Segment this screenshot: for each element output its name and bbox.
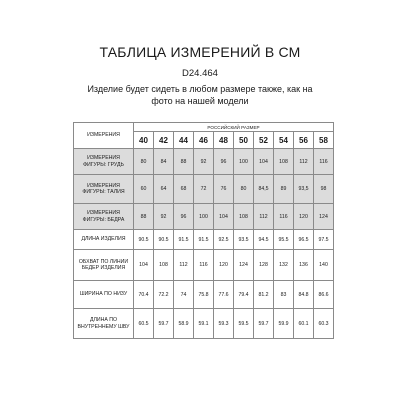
measurement-value: 79.4 (234, 281, 254, 309)
measurement-value: 116 (274, 204, 294, 230)
measurement-value: 120 (214, 250, 234, 281)
measurement-label: ДЛИНА ИЗДЕЛИЯ (74, 230, 134, 250)
measurement-value: 124 (234, 250, 254, 281)
measurement-value: 72.2 (154, 281, 174, 309)
measurement-value: 58.9 (174, 309, 194, 339)
measurement-value: 112 (294, 149, 314, 175)
measurement-value: 98 (314, 175, 334, 204)
measurement-value: 90.5 (134, 230, 154, 250)
measurement-value: 91.5 (174, 230, 194, 250)
measurement-row (74, 149, 334, 175)
measurement-value: 112 (254, 204, 274, 230)
size-header-cell: 54 (274, 132, 294, 149)
measurement-value: 60.1 (294, 309, 314, 339)
measurement-label: ИЗМЕРЕНИЯ ФИГУРЫ: ГРУДЬ (74, 149, 134, 175)
size-header-cell: 40 (134, 132, 154, 149)
measurement-value: 132 (274, 250, 294, 281)
measurement-value: 59.3 (214, 309, 234, 339)
measurement-value: 104 (254, 149, 274, 175)
measurement-value: 59.5 (234, 309, 254, 339)
measurement-label: ДЛИНА ПО ВНУТРЕННЕМУ ШВУ (74, 309, 134, 339)
measurement-value: 75.8 (194, 281, 214, 309)
measurement-value: 128 (254, 250, 274, 281)
measurement-value: 88 (134, 204, 154, 230)
measurement-label: ИЗМЕРЕНИЯ ФИГУРЫ: БЕДРА (74, 204, 134, 230)
measurement-row (74, 309, 334, 339)
measurement-value: 84,5 (254, 175, 274, 204)
measurement-row (74, 204, 334, 230)
size-header-cell: 52 (254, 132, 274, 149)
measurement-value: 80 (234, 175, 254, 204)
measurement-value: 76 (214, 175, 234, 204)
measurement-value: 96.5 (294, 230, 314, 250)
measurement-value: 59.9 (274, 309, 294, 339)
measurement-value: 60.3 (314, 309, 334, 339)
measurement-value: 84.8 (294, 281, 314, 309)
measurement-value: 96 (214, 149, 234, 175)
measurement-value: 92.5 (214, 230, 234, 250)
measurement-value: 84 (154, 149, 174, 175)
measurement-value: 74 (174, 281, 194, 309)
measurement-value: 60 (134, 175, 154, 204)
measurement-value: 104 (134, 250, 154, 281)
size-header-cell: 48 (214, 132, 234, 149)
measurement-row (74, 250, 334, 281)
measurement-value: 91.5 (194, 230, 214, 250)
measurement-value: 97.5 (314, 230, 334, 250)
measurement-value: 95.5 (274, 230, 294, 250)
measurement-label: ШИРИНА ПО НИЗУ (74, 281, 134, 309)
size-header-cell: 46 (194, 132, 214, 149)
measurement-label: ИЗМЕРЕНИЯ ФИГУРЫ: ТАЛИЯ (74, 175, 134, 204)
measurement-value: 136 (294, 250, 314, 281)
size-header-cell: 56 (294, 132, 314, 149)
measurement-value: 100 (234, 149, 254, 175)
measurement-value: 89 (274, 175, 294, 204)
measurement-value: 64 (154, 175, 174, 204)
measurement-value: 108 (234, 204, 254, 230)
measurement-row (74, 230, 334, 250)
measurement-value: 108 (154, 250, 174, 281)
page-title: ТАБЛИЦА ИЗМЕРЕНИЙ В СМ (99, 44, 301, 60)
measurement-value: 93.5 (234, 230, 254, 250)
measurement-value: 81.2 (254, 281, 274, 309)
measurement-value: 70.4 (134, 281, 154, 309)
measurement-value: 93,5 (294, 175, 314, 204)
measurement-value: 94.5 (254, 230, 274, 250)
measurement-value: 124 (314, 204, 334, 230)
measurement-value: 116 (194, 250, 214, 281)
measurement-label: ОБХВАТ ПО ЛИНИИ БЕДЕР ИЗДЕЛИЯ (74, 250, 134, 281)
measurement-value: 92 (154, 204, 174, 230)
measurement-value: 77.6 (214, 281, 234, 309)
measurement-value: 88 (174, 149, 194, 175)
measurement-value: 90.5 (154, 230, 174, 250)
measurement-row (74, 175, 334, 204)
measurement-value: 96 (174, 204, 194, 230)
size-header-cell: 42 (154, 132, 174, 149)
measurement-value: 104 (214, 204, 234, 230)
measurement-value: 112 (174, 250, 194, 281)
measurement-value: 116 (314, 149, 334, 175)
measurement-row (74, 281, 334, 309)
measurement-value: 92 (194, 149, 214, 175)
size-table (73, 122, 334, 339)
measurement-value: 83 (274, 281, 294, 309)
size-header-cell: 50 (234, 132, 254, 149)
measurement-value: 86.6 (314, 281, 334, 309)
size-group-label: РОССИЙСКИЙ РАЗМЕР (134, 123, 334, 132)
measurement-value: 59.1 (194, 309, 214, 339)
measurement-value: 108 (274, 149, 294, 175)
measurement-value: 72 (194, 175, 214, 204)
measurement-value: 140 (314, 250, 334, 281)
measurement-value: 100 (194, 204, 214, 230)
size-header-cell: 58 (314, 132, 334, 149)
measurement-value: 60.5 (134, 309, 154, 339)
measurement-value: 59.7 (254, 309, 274, 339)
measurement-value: 59.7 (154, 309, 174, 339)
article-code: D24.464 (182, 68, 218, 79)
size-header-cell: 44 (174, 132, 194, 149)
header-label-cell: ИЗМЕРЕНИЯ (74, 123, 134, 149)
measurement-value: 68 (174, 175, 194, 204)
measurement-value: 80 (134, 149, 154, 175)
measurement-value: 120 (294, 204, 314, 230)
fit-description: Изделие будет сидеть в любом размере также, как на фото на нашей модели (87, 84, 313, 106)
